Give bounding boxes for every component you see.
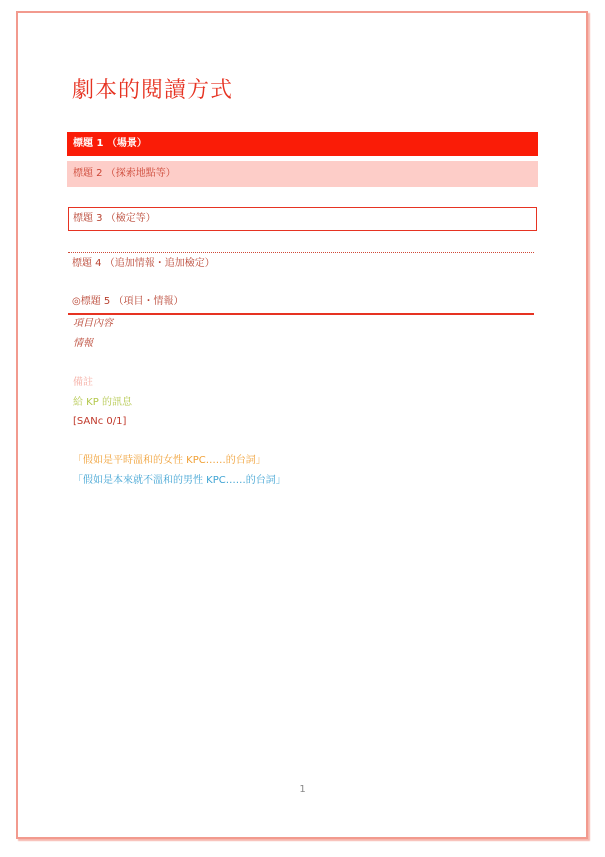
female-kpc-dialogue: 「假如是平時溫和的女性 KPC……的台詞」 — [73, 455, 266, 466]
heading-2-sample: 標題 2 （探索地點等） — [67, 161, 538, 187]
heading-5-sample: ◎標題 5 （項目・情報） — [72, 296, 184, 307]
note-sample: 備註 — [73, 377, 93, 388]
page-number: 1 — [299, 784, 306, 795]
info-sample: 情報 — [73, 338, 93, 349]
heading-4-divider — [68, 252, 534, 253]
heading-5-divider — [68, 313, 534, 315]
item-content-sample: 項目內容 — [73, 318, 113, 329]
kp-message-sample: 給 KP 的訊息 — [73, 397, 132, 408]
heading-3-sample: 標題 3 （檢定等） — [68, 207, 537, 231]
heading-4-sample: 標題 4 （追加情報・追加檢定） — [72, 258, 215, 269]
heading-1-sample: 標題 1 （場景） — [67, 132, 538, 156]
san-check-sample: [SANc 0/1] — [73, 416, 127, 427]
document-title: 劇本的閱讀方式 — [72, 78, 234, 103]
male-kpc-dialogue: 「假如是本來就不溫和的男性 KPC……的台詞」 — [73, 475, 286, 486]
